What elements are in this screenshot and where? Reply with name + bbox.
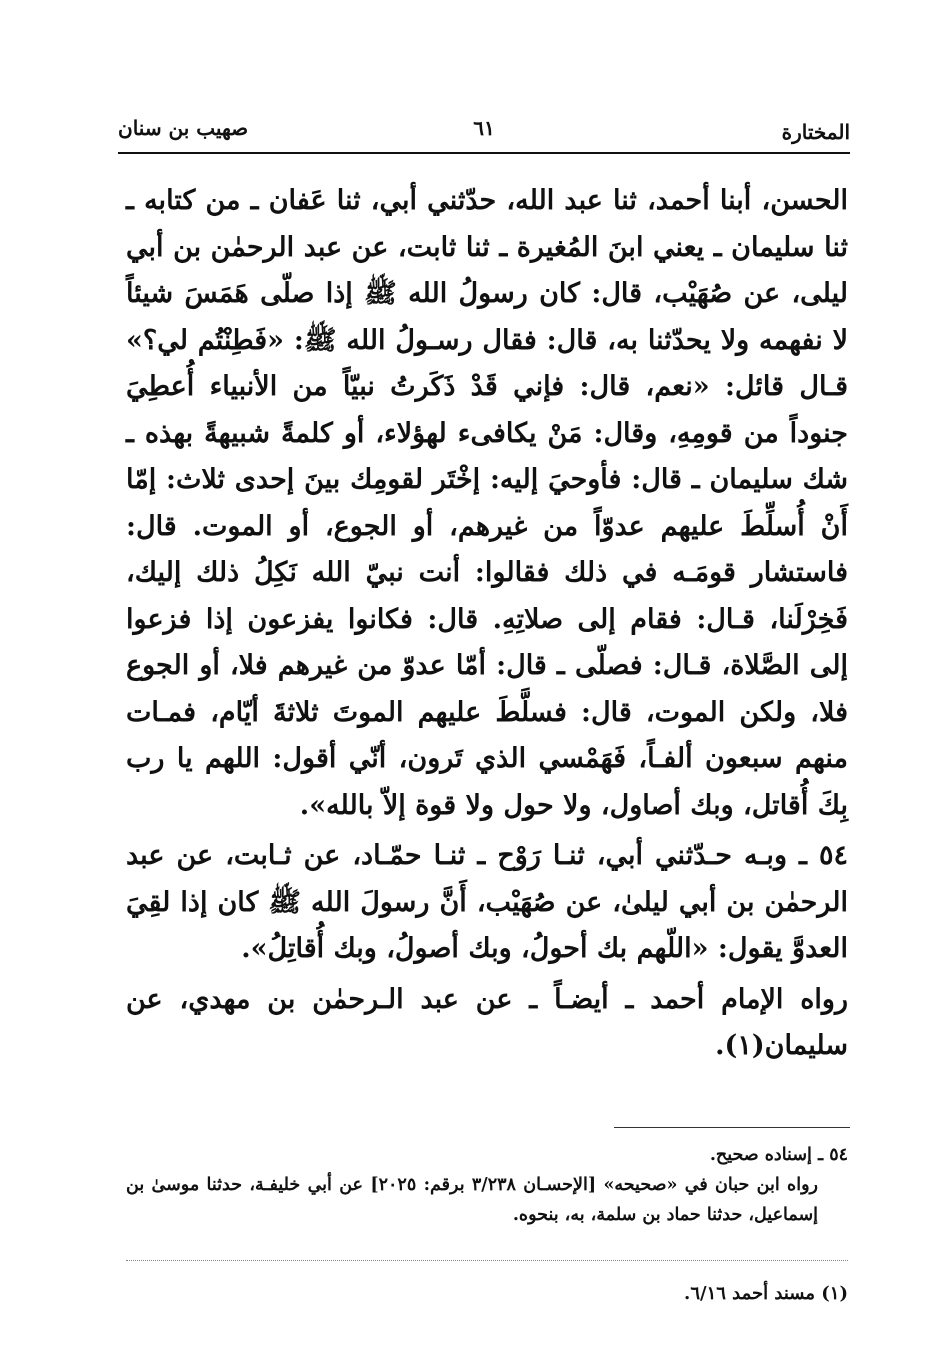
paragraph-3: رواه الإمام أحمد ـ أيضـاً ـ عن عبد الـرحمٰن بن مهدي، عن سليمان(١). [126, 983, 848, 1061]
running-header [118, 112, 850, 152]
dotted-rule [126, 1260, 848, 1261]
book-title: المختارة [781, 120, 850, 144]
paragraph-2: ٥٤ ـ وبـه حـدّثني أبي، ثنـا رَوْح ـ ثنـا حمّـاد، عن ثـابت، عن عبد الرحمٰن بن أبي ليلىٰ، عن صُهَيْب، أَنَّ رسولَ الله ﷺ كان إذا لقِيَ العدوَّ يقول: «اللّهم بك أحولُ، وبك أصولُ، وبك أُقاتِلُ». [126, 840, 848, 964]
main-text [126, 178, 848, 1070]
paragraph-1: الحسن، أبنا أحمد، ثنا عبد الله، حدّثني أبي، ثنا عَفان ـ من كتابه ـ ثنا سليمان ـ يعني ابنَ المُغيرة ـ ثنا ثابت، عن عبد الرحمٰن بن أبي ليلى، عن صُهَيْب، قال: كان رسولُ الله ﷺ إذا صلّى هَمَسَ شيئاً لا نفهمه ولا يحدّثنا به، قال: فقال رسـولُ الله ﷺ: «فَطِنْتُم لي؟» قـال قائل: «نعم، قال: فإني قَدْ ذَكَرتُ نبيّاً من الأنبياء أُعطِيَ جنوداً من قومِهِ، وقال: مَنْ يكافىء لهؤلاء، أو كلمةً شبيهةً بهذه ـ شك سليمان ـ قال: فأوحيَ إليه: إخْتَر لقومِك بينَ إحدى ثلاث: إمّا أَنْ أُسلِّطَ عليهم عدوّاً من غيرهم، أو الجوع، أو الموت. قال: فاستشار قومَـه في ذلك فقالوا: أنت نبيّ الله نَكِلُ ذلك إليك، فَخِرْلَنا، قـال: فقام إلى صلاتِهِ. قال: فكانوا يفزعون إذا فزعوا إلى الصَّلاة، قـال: فصلّى ـ قال: أمّا عدوّ من غيرهم فلا، أو الجوع فلا، ولكن الموت، قال: فسلَّطَ عليهم الموتَ ثلاثةَ أيّام، فمـات منهم سبعون ألفـاً، فَهَمْسي الذي تَرون، أنّي أقول: اللهم يا رب بِكَ أُقاتل، وبك أصاول، ولا حول ولا قوة إلاّ بالله». [126, 185, 848, 821]
page-number: ٦١ [473, 116, 495, 140]
footnote-line-1: ٥٤ ـ إسناده صحيح. [709, 1145, 848, 1165]
header-rule [118, 152, 850, 154]
chapter-title: صهيب بن سنان [118, 116, 249, 140]
footnote-rule [614, 1127, 850, 1128]
footnote-block [126, 1140, 848, 1230]
footnote-line-2: رواه ابن حبان في «صحيحه» [الإحسـان ٣/٢٣٨ برقم: ٢٠٢٥] عن أبي خليفـة، حدثنا موسىٰ بن إسماعيل، حدثنا حماد بن سلمة، به، بنحوه. [126, 1175, 818, 1225]
endnote: (١) مسند أحمد ٦/١٦. [684, 1283, 848, 1304]
